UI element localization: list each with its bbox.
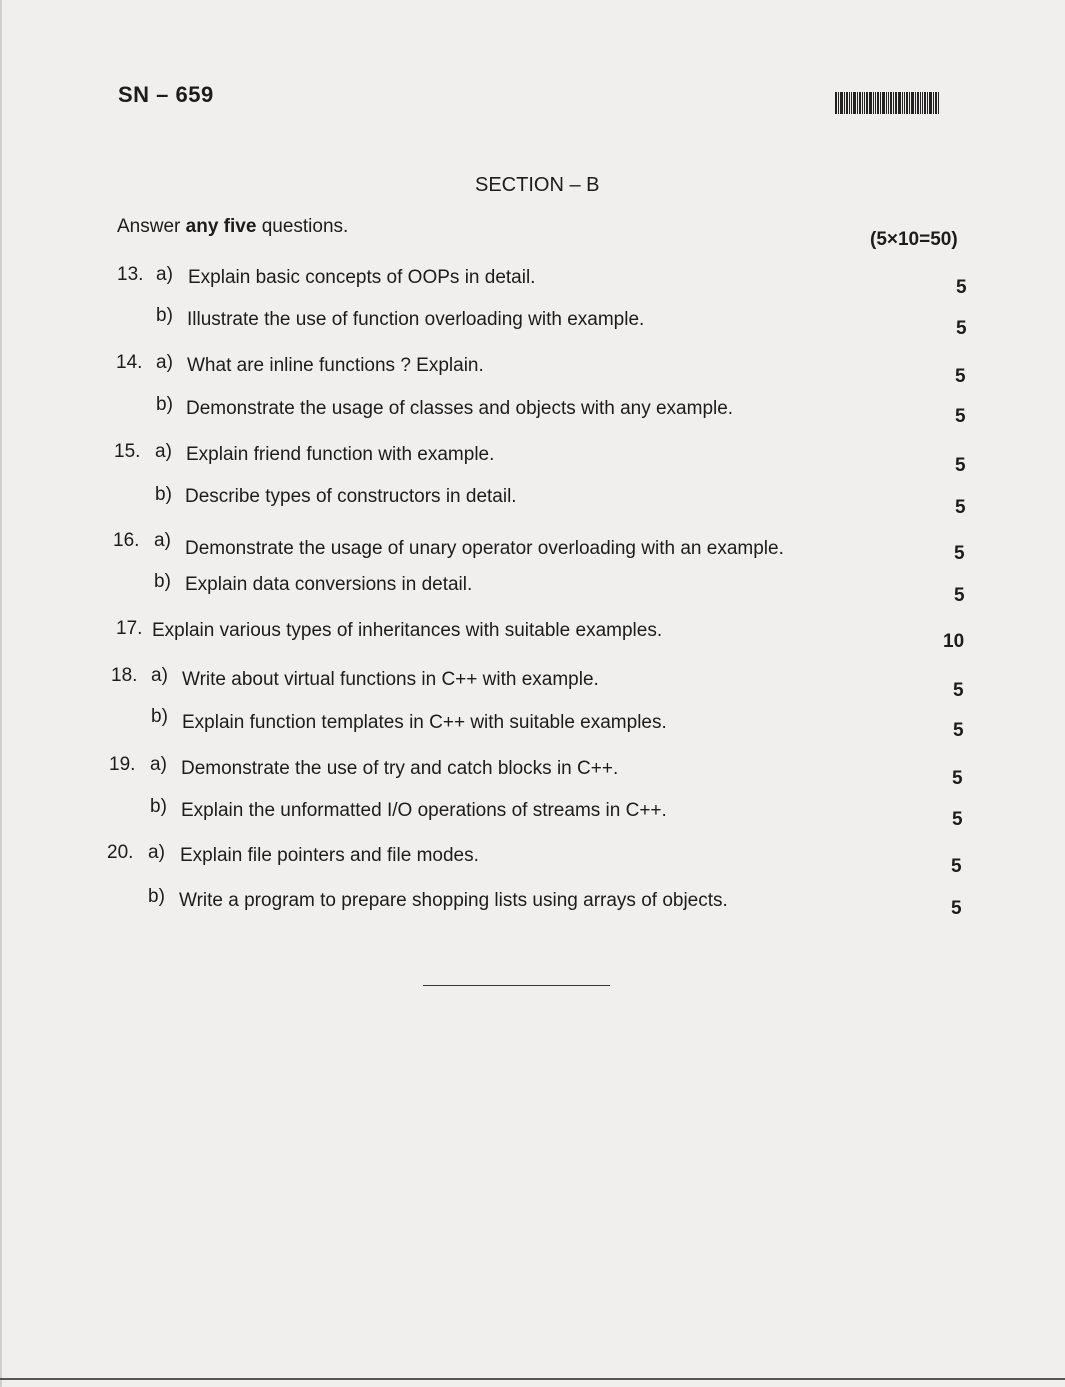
- question-marks: 5: [955, 366, 966, 387]
- question-part: b): [151, 706, 168, 727]
- question-marks: 5: [956, 318, 967, 339]
- question-number: 17.: [116, 618, 143, 639]
- total-marks: (5×10=50): [870, 229, 958, 250]
- question-number: 19.: [109, 754, 136, 775]
- question-number: 14.: [116, 352, 143, 373]
- question-marks: 5: [952, 768, 963, 789]
- question-number: 20.: [107, 842, 134, 863]
- section-instruction: [117, 216, 348, 238]
- section-title: SECTION – B: [475, 174, 600, 196]
- barcode-icon: [835, 92, 972, 114]
- question-text: Demonstrate the use of try and catch blocks in C++.: [181, 758, 619, 779]
- question-part: b): [155, 484, 172, 505]
- question-text: Explain various types of inheritances with suitable examples.: [152, 620, 663, 641]
- question-part: a): [148, 842, 165, 863]
- question-number: 15.: [114, 441, 141, 462]
- question-part: a): [156, 264, 173, 285]
- question-marks: 5: [953, 680, 964, 701]
- question-marks: 5: [954, 585, 965, 606]
- end-rule: [423, 985, 610, 986]
- question-number: 18.: [111, 665, 138, 686]
- question-text: Explain the unformatted I/O operations of streams in C++.: [181, 800, 667, 821]
- question-marks: 5: [955, 406, 966, 427]
- question-number: 13.: [117, 264, 144, 285]
- question-marks: 5: [956, 277, 967, 298]
- instruction-bold: any five: [185, 216, 257, 237]
- scan-bottom-edge: [0, 1378, 1065, 1380]
- question-text: Demonstrate the usage of unary operator overloading with an example.: [185, 538, 784, 559]
- question-part: a): [156, 352, 173, 373]
- question-text: Illustrate the use of function overloading with example.: [187, 309, 645, 330]
- question-marks: 5: [952, 809, 963, 830]
- question-part: b): [154, 571, 171, 592]
- question-text: Explain function templates in C++ with suitable examples.: [182, 712, 667, 733]
- question-text: Demonstrate the usage of classes and objects with any example.: [186, 398, 734, 419]
- question-text: Describe types of constructors in detail.: [185, 486, 517, 507]
- question-part: b): [150, 796, 167, 817]
- question-text: What are inline functions ? Explain.: [187, 355, 484, 376]
- question-text: Explain friend function with example.: [186, 444, 495, 465]
- question-marks: 5: [951, 898, 962, 919]
- question-text: Write a program to prepare shopping lists using arrays of objects.: [179, 890, 728, 911]
- page-edge: [0, 0, 2, 1387]
- question-marks: 5: [955, 455, 966, 476]
- instruction-prefix: Answer: [117, 216, 181, 237]
- question-marks: 5: [954, 543, 965, 564]
- question-part: a): [151, 665, 168, 686]
- question-text: Explain data conversions in detail.: [185, 574, 473, 595]
- question-part: b): [156, 305, 173, 326]
- question-marks: 5: [955, 497, 966, 518]
- question-marks: 5: [953, 720, 964, 741]
- question-part: b): [156, 394, 173, 415]
- question-number: 16.: [113, 530, 140, 551]
- question-marks: 10: [943, 631, 965, 652]
- question-part: a): [155, 441, 172, 462]
- question-marks: 5: [951, 856, 962, 877]
- instruction-suffix: questions.: [261, 216, 349, 237]
- paper-code: SN – 659: [118, 82, 214, 107]
- question-part: b): [148, 886, 165, 907]
- question-part: a): [150, 754, 167, 775]
- question-text: Explain basic concepts of OOPs in detail.: [188, 267, 536, 288]
- question-part: a): [154, 530, 171, 551]
- question-text: Write about virtual functions in C++ with example.: [182, 669, 599, 690]
- question-text: Explain file pointers and file modes.: [180, 845, 479, 866]
